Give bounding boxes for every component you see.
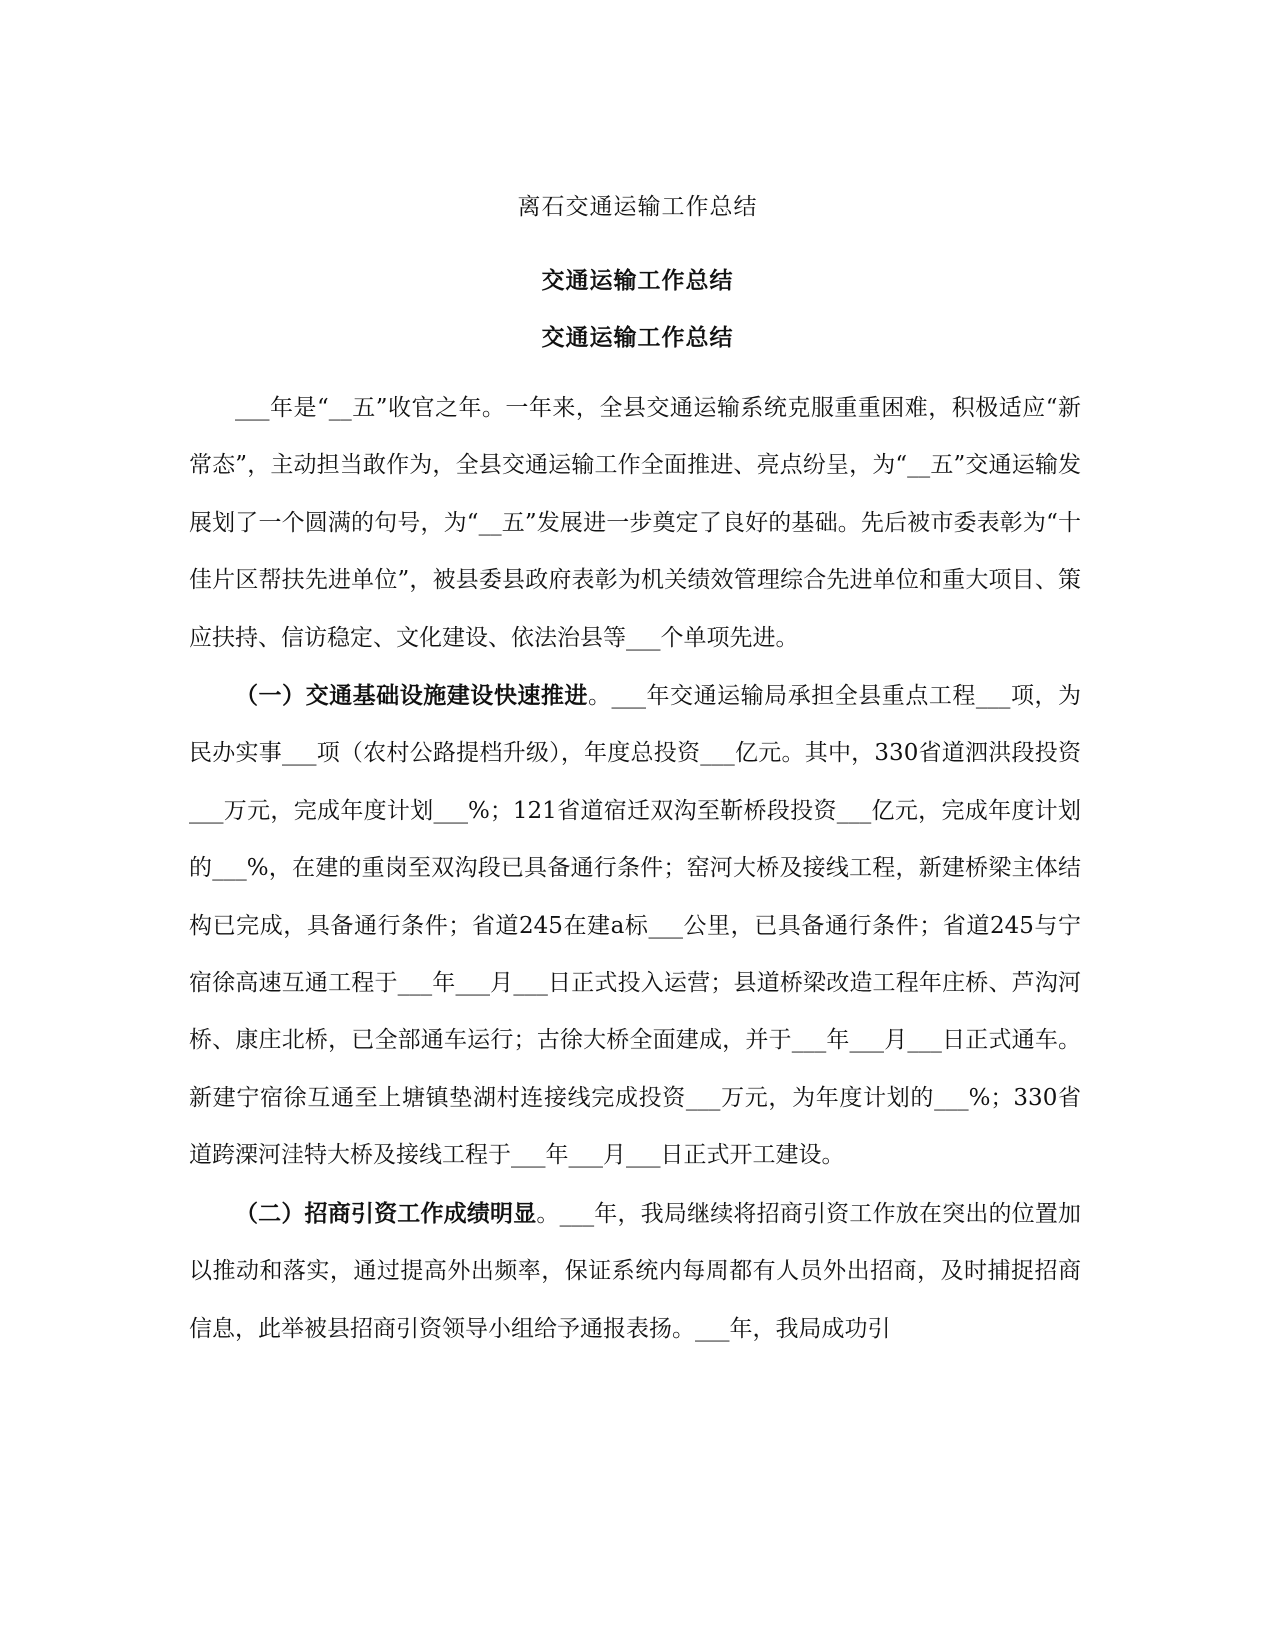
document-title: 离石交通运输工作总结 [517, 194, 758, 220]
paragraph-lead: （二）招商引资工作成绩明显 [235, 1199, 537, 1227]
document-body [189, 380, 1081, 1358]
paragraph-infrastructure [189, 667, 1081, 1185]
paragraph-text: 。___年，我局继续将招商引资工作放在突出的位置加以推动和落实，通过提高外出频率，保证系统内每周都有人员外出招商，及时捕捉招商信息，此举被县招商引资领导小组给予通报表扬。___年，我局成功引 [189, 1200, 1082, 1342]
section-heading-2: 交通运输工作总结 [541, 324, 734, 351]
paragraph-lead: （一）交通基础设施建设快速推进 [235, 682, 588, 710]
paragraph-investment [189, 1185, 1081, 1358]
paragraph-text: 。___年交通运输局承担全县重点工程___项，为民办实事___项（农村公路提档升级），年度总投资___亿元。其中，330省道泗洪段投资___万元，完成年度计划___%；121省道宿迁双沟至靳桥段投资___亿元，完成年度计划的___%，在建的重岗至双沟段已具备通行条件；窑河大桥及接线工程，新建桥梁主体结构已完成，具备通行条件；省道245在建a标___公里，已具备通行条件；省道245与宁宿徐高速互通工程于___年___月___日正式投入运营；县道桥梁改造工程年庄桥、芦沟河桥、康庄北桥，已全部通车运行；古徐大桥全面建成，并于___年___月___日正式通车。新建宁宿徐互通至上塘镇垫湖村连接线完成投资___万元，为年度计划的___%；330省道跨溧河洼特大桥及接线工程于___年___月___日正式开工建设。 [189, 683, 1082, 1169]
paragraph-intro [189, 380, 1081, 667]
section-heading-1: 交通运输工作总结 [541, 267, 734, 294]
paragraph-text: ___年是“__五”收官之年。一年来，全县交通运输系统克服重重困难，积极适应“新常态”，主动担当敢作为，全县交通运输工作全面推进、亮点纷呈，为“__五”交通运输发展划了一个圆满的句号，为“__五”发展进一步奠定了良好的基础。先后被市委表彰为“十佳片区帮扶先进单位”，被县委县政府表彰为机关绩效管理综合先进单位和重大项目、策应扶持、信访稳定、文化建设、依法治县等___个单项先进。 [189, 395, 1081, 651]
